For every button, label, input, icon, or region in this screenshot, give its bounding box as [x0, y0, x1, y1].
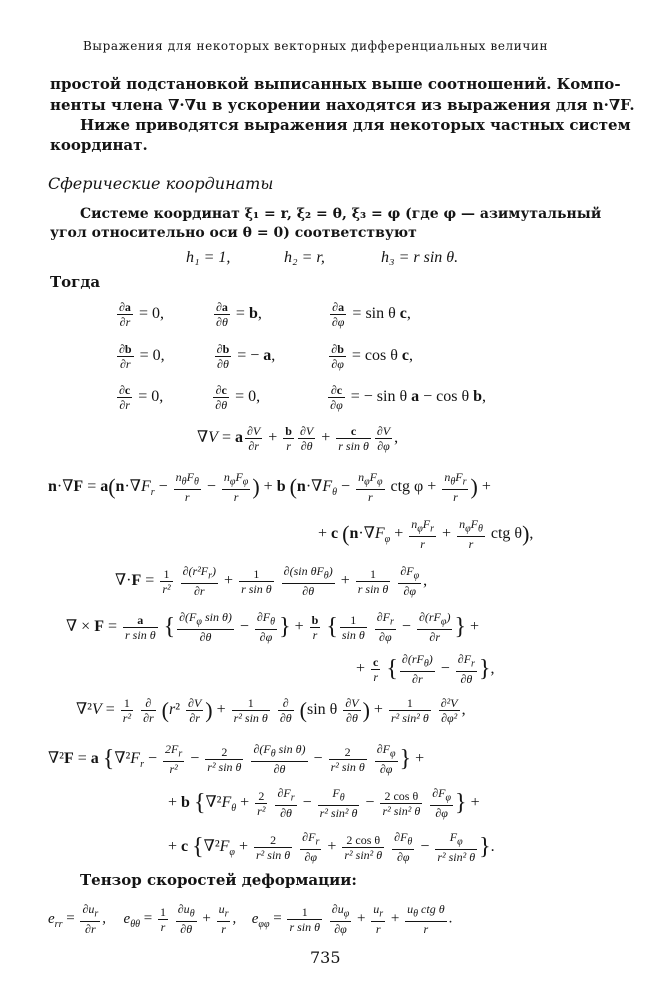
- laplacian-scalar: ∇²V = $\frac{1}{\text{r²}}$ ∂ ∂r (r² $\frac{\partial V}{\partial r}$ ) + $\frac{1}{\text{r² sin θ}}$ ∂ ∂θ (sin θ $\frac{\partial V}{\partial\theta}$ ) + $\frac{1}{\text{r² sin² θ}}$ $\frac{\text{∂²V}}{\text{∂φ²}}$ ,: [76, 696, 466, 725]
- system-line-2: угол относительно оси θ = 0) соответствуют: [50, 225, 417, 241]
- intro-line-2-text-b: в ускорении находятся из выражения для: [206, 96, 593, 114]
- n-grad-f-line-2: + c ($n\cdot\nabla F_\varphi$ + $n_\varphi F_r$ r + $n_\varphi F_\theta$ r ctg θ),: [318, 517, 534, 552]
- metric-h1: h₁ = 1,: [186, 249, 231, 266]
- deriv-row-3: $\frac{\partial c}{\partial r}$ = 0, $\frac{\partial c}{\partial\theta}$ = 0, $\frac{\partial c}{\partial\varphi}$ = − sin θ a − cos θ b,: [119, 383, 487, 412]
- laplacian-vector-line-1: ∇²F = a {$\nabla^2F_r$ − $\frac{2F_r}{\text{r²}}$ − $\frac{2}{\text{r² sin θ}}$ $\frac{\partial(F_\theta \sin \theta)}{\partial\theta}$ − $\frac{2}{\text{r² sin θ}}$ $\frac{\partial F_\varphi}{\partial\varphi}$ } +: [48, 742, 425, 777]
- metric-h3: h₃ = r sin θ.: [381, 249, 459, 266]
- intro-line-3: Ниже приводятся выражения для некоторых частных систем: [80, 116, 631, 134]
- deriv-row-2: $\frac{\partial b}{\partial r}$ = 0, $\frac{\partial b}{\partial\theta}$ = − a, $\frac{\partial b}{\partial\varphi}$ = cos θ c,: [119, 342, 414, 371]
- strain-components: $e_{rr}$ = $\frac{\partial u_r}{\partial r}$ , $e_{\theta\theta}$ = $\frac{1}{r}$ $\frac{\partial u_\theta}{\partial\theta}$ + $\frac{u_r}{r}$ , $e_{\varphi\varphi}$ = $\frac{1}{\text{r sin θ}}$ $\frac{\partial u_\varphi}{\partial\varphi}$ + $\frac{u_r}{r}$ + $u_\theta$ ctg θ r .: [48, 902, 453, 937]
- page-number: 735: [310, 948, 341, 967]
- strain-label: Тензор скоростей деформации:: [80, 871, 357, 889]
- curl-line-1: ∇ × F = $\frac{a}{\text{r sin θ}}$ { $\frac{\partial(F_\varphi \sin \theta)}{\partial\theta}$ − $\frac{\partial F_\theta}{\partial\varphi}$ } + $\frac{b}{r}$ { $\frac{1}{\text{sin θ}}$ $\frac{\partial F_r}{\partial\varphi}$ − $\partial(rF_\varphi)$ ∂r } +: [66, 610, 479, 645]
- laplacian-vector-line-3: + c {$\nabla^2F_\varphi$ + $\frac{2}{\text{r² sin θ}}$ $\frac{\partial F_r}{\partial\varphi}$ + $\frac{\text{2 cos θ}}{\text{r² sin² θ}}$ $\frac{\partial F_\theta}{\partial\varphi}$ − $\frac{F_\varphi}{\text{r² sin² θ}}$ }.: [168, 830, 495, 865]
- running-header: Выражения для некоторых векторных дифференциальных величин: [83, 39, 549, 53]
- intro-line-4: координат.: [50, 136, 148, 154]
- divergence-formula: ∇·F = $\frac{1}{\text{r²}}$ $\frac{\partial(r^2F_r)}{\partial r}$ + $\frac{1}{\text{r sin θ}}$ ∂(sin $\theta F_\theta$) ∂θ + $\frac{1}{\text{r sin θ}}$ $\frac{\partial F_\varphi}{\partial\varphi}$ ,: [115, 564, 428, 599]
- curl-line-2: + $\frac{c}{r}$ { $\partial(rF_\theta)$ ∂r − $\frac{\partial F_r}{\partial\theta}$ },: [356, 652, 495, 687]
- intro-line-2-op2: n·∇F.: [592, 96, 635, 114]
- metric-h2: h₂ = r,: [284, 249, 325, 266]
- intro-line-2: [50, 98, 635, 113]
- system-line-1: Системе координат ξ₁ = r, ξ₂ = θ, ξ₃ = φ (где φ — азимутальный: [80, 206, 602, 222]
- intro-line-2-text-a: ненты члена: [50, 96, 169, 114]
- gradient-formula: ∇V = a $\frac{\partial V}{\partial r}$ + $\frac{b}{r}$ $\frac{\partial V}{\partial\theta}$ + $\frac{c}{\text{r sin θ}}$ $\frac{\partial V}{\partial\varphi}$ ,: [197, 424, 399, 453]
- intro-line-2-op: ∇·∇u: [168, 96, 207, 114]
- laplacian-vector-line-2: + b {$\nabla^2F_\theta$ + $\frac{2}{\text{r²}}$ $\frac{\partial F_r}{\partial\theta}$ − $\frac{F_\theta}{\text{r² sin² θ}}$ − $\frac{\text{2 cos θ}}{\text{r² sin² θ}}$ $\frac{\partial F_\varphi}{\partial\varphi}$ } +: [168, 786, 480, 821]
- deriv-row-1: $\frac{\partial a}{\partial r}$ = 0, $\frac{\partial a}{\partial\theta}$ = b, $\frac{\partial a}{\partial\varphi}$ = sin θ c,: [119, 300, 411, 329]
- intro-line-1: простой подстановкой выписанных выше соотношений. Компо-: [50, 75, 621, 93]
- togda-label: Тогда: [50, 273, 101, 291]
- section-title: Сферические координаты: [48, 174, 274, 193]
- n-grad-f-line-1: $n\cdot\nabla F = a(n\cdot\nabla F_r$ − $n_\theta F_\theta$ r − $n_\varphi F_\varphi$ r ) + b ($n\cdot\nabla F_\theta$ − $n_\varphi F_\varphi$ r ctg φ + $n_\theta F_r$ r ) +: [48, 470, 491, 505]
